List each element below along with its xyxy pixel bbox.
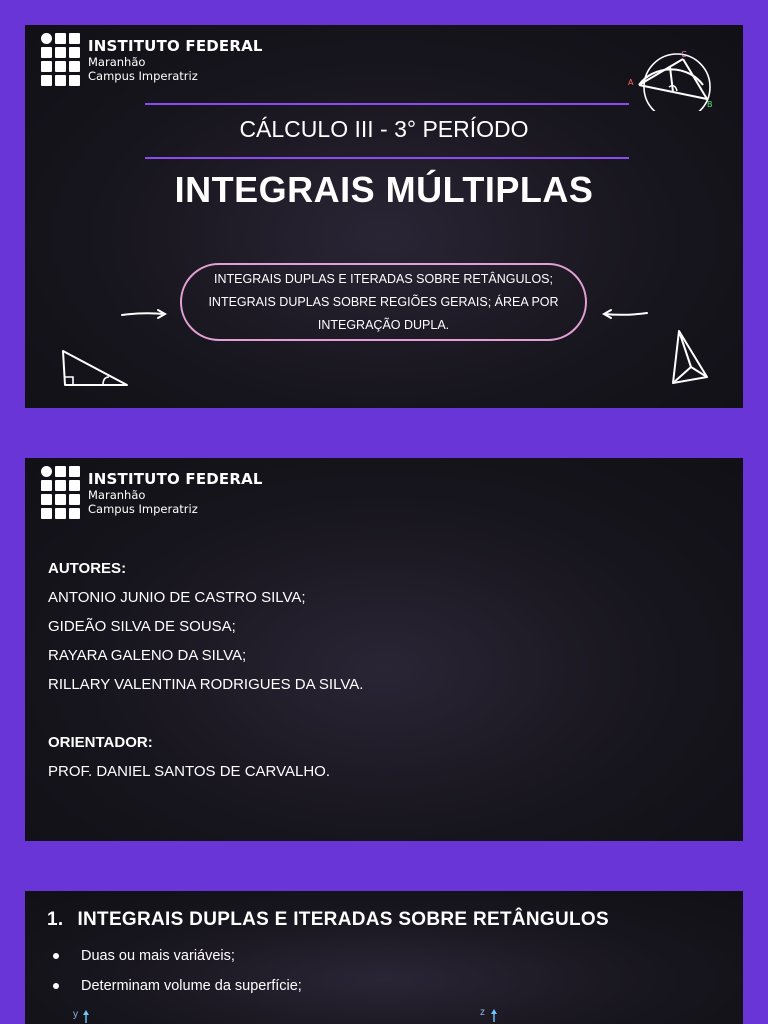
vertex-label-b: B xyxy=(707,100,713,109)
vertex-label-c: C xyxy=(681,50,687,59)
divider-top xyxy=(145,103,629,105)
arrow-left-icon xyxy=(599,307,649,321)
topic-line: INTEGRAIS DUPLAS SOBRE REGIÕES GERAIS; ÁREA POR xyxy=(208,294,559,309)
list-item-text: Determinam volume da superfície; xyxy=(81,978,302,994)
logo-state: Maranhão xyxy=(88,55,146,69)
authors-slide xyxy=(25,458,743,841)
logo-campus: Campus Imperatriz xyxy=(88,502,198,516)
axis-up-arrow-icon xyxy=(81,1009,91,1023)
topic-line: INTEGRAÇÃO DUPLA. xyxy=(317,317,450,332)
axis-up-arrow-icon xyxy=(489,1008,499,1022)
list-item-text: Duas ou mais variáveis; xyxy=(81,948,235,964)
author-name: RAYARA GALENO DA SILVA; xyxy=(48,647,247,664)
if-logo-mark xyxy=(41,466,80,519)
arrow-right-icon xyxy=(120,307,170,321)
logo-campus: Campus Imperatriz xyxy=(88,69,198,83)
if-logo xyxy=(41,466,263,519)
bullet-icon xyxy=(53,953,59,959)
logo-state: Maranhão xyxy=(88,488,146,502)
author-name: ANTONIO JUNIO DE CASTRO SILVA; xyxy=(48,589,306,606)
topic-line: INTEGRAIS DUPLAS E ITERADAS SOBRE RETÂNGULOS; xyxy=(214,271,553,286)
list-item xyxy=(53,978,302,994)
logo-institution: INSTITUTO FEDERAL xyxy=(88,37,263,55)
section-title: INTEGRAIS DUPLAS E ITERADAS SOBRE RETÂNGULOS xyxy=(77,909,609,930)
if-logo-mark xyxy=(41,33,80,86)
advisor-heading: ORIENTADOR: xyxy=(48,734,153,751)
topics-pill xyxy=(180,263,587,341)
section-heading xyxy=(47,909,609,931)
right-triangle-icon xyxy=(59,347,131,389)
presentation-title: INTEGRAIS MÚLTIPLAS xyxy=(174,169,594,210)
author-name: RILLARY VALENTINA RODRIGUES DA SILVA. xyxy=(48,676,364,693)
course-subtitle: CÁLCULO III - 3° PERÍODO xyxy=(239,116,529,142)
if-logo xyxy=(41,33,263,86)
title-slide xyxy=(25,25,743,408)
authors-heading: AUTORES: xyxy=(48,560,127,577)
pyramid-icon xyxy=(667,327,713,389)
section-number: 1. xyxy=(47,909,64,930)
logo-institution: INSTITUTO FEDERAL xyxy=(88,470,263,488)
inscribed-triangle-icon xyxy=(625,47,725,111)
axis-y-label: y xyxy=(73,1009,78,1020)
list-item xyxy=(53,948,235,964)
content-slide xyxy=(25,891,743,1024)
author-name: GIDEÃO SILVA DE SOUSA; xyxy=(48,618,236,635)
axis-z-label: z xyxy=(480,1007,485,1018)
bullet-icon xyxy=(53,983,59,989)
advisor-name: PROF. DANIEL SANTOS DE CARVALHO. xyxy=(48,763,331,780)
vertex-label-a: A xyxy=(628,78,634,87)
divider-middle xyxy=(145,157,629,159)
